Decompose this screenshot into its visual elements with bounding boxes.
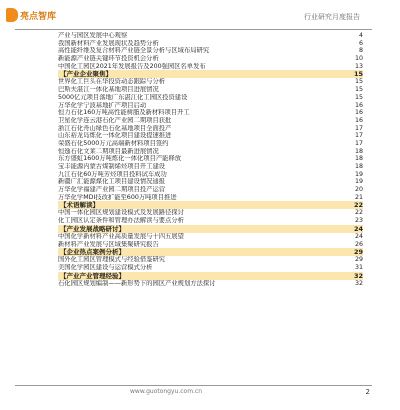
toc-entry-page: 15 <box>354 86 363 94</box>
toc-entry-page: 15 <box>353 70 363 79</box>
toc-entry-title: 产业与园区发展中心观察 <box>58 32 128 39</box>
toc-entry[interactable] <box>58 102 363 110</box>
toc-entry[interactable] <box>58 217 363 225</box>
toc-entry-page: 16 <box>354 101 363 109</box>
toc-entry-page: 29 <box>354 256 363 264</box>
toc-entry-title: 卫星化学连云港石化产业园二期项目获批 <box>58 116 172 124</box>
toc-entry-page: 13 <box>354 62 363 70</box>
toc-entry-page: 29 <box>353 248 363 257</box>
toc-entry-title: 万华化学福建产业园二期项目投产运营 <box>58 186 166 194</box>
toc-entry-page: 6 <box>358 39 363 47</box>
toc-entry-page: 15 <box>354 78 363 86</box>
toc-section-heading[interactable] <box>58 225 363 233</box>
toc-entry[interactable] <box>58 32 363 40</box>
logo-icon <box>6 8 18 22</box>
toc-section-heading[interactable] <box>58 272 363 280</box>
toc-entry-page: 26 <box>354 240 363 248</box>
toc-entry-title: 中国化工园区2021年发展报告及200强园区名单发布 <box>58 62 206 70</box>
header-title: 行业研究月度报告 <box>304 13 360 21</box>
toc-entry-title: 宝丰能源内蒙古煤制烯烃项目开工建设 <box>58 163 166 170</box>
toc-entry-title: 恒逸石化文莱二期项目最新进展情况 <box>58 147 159 155</box>
toc-entry[interactable] <box>58 194 363 202</box>
footer-url[interactable]: www.guotongyu.com.cn <box>130 388 203 395</box>
toc-entry-title: 东方盛虹1600万吨炼化一体化项目产能释放 <box>58 155 182 163</box>
toc-entry-title: 山东裕龙岛炼化一体化项目建设提速推进 <box>58 132 172 140</box>
toc-entry-title: 万华化学MDI技改扩能至600万吨项目推进 <box>58 193 177 201</box>
toc-entry[interactable] <box>58 148 363 156</box>
toc-entry-page: 23 <box>354 217 363 225</box>
toc-entry-page: 15 <box>354 93 363 101</box>
toc-entry-title: 我国新材料产业发展现状及趋势分析 <box>58 39 159 47</box>
toc-entry-title: 新材料产业发展与区域集聚研究报告 <box>58 240 159 248</box>
toc-entry-title: 美国化学园区建设与运营模式分析 <box>58 263 153 271</box>
toc-entry-title: 石化园区规划编制——新形势下的园区产业规划方法探讨 <box>58 279 216 287</box>
toc-entry-title: 【企业热点案例分析】 <box>60 248 125 257</box>
toc-entry-page: 31 <box>354 263 363 271</box>
toc-entry-page: 17 <box>354 132 363 140</box>
toc-entry-page: 18 <box>354 147 363 155</box>
toc-entry-page: 32 <box>353 271 363 280</box>
toc-entry[interactable] <box>58 155 363 163</box>
toc-entry-page: 32 <box>354 279 363 287</box>
toc-entry-title: 巴斯夫湛江一体化基地项目进展情况 <box>58 86 159 94</box>
toc-entry-page: 24 <box>354 232 363 240</box>
toc-section-heading[interactable] <box>58 201 363 209</box>
toc-entry[interactable] <box>58 233 363 241</box>
toc-section-heading[interactable] <box>58 70 363 78</box>
toc-entry[interactable] <box>58 280 363 288</box>
toc-entry-title: 中国化学新材料产业高质量发展与十四五展望 <box>58 232 184 240</box>
toc-entry-page: 17 <box>354 139 363 147</box>
page-header <box>0 0 400 30</box>
toc-entry-page: 19 <box>354 170 363 178</box>
toc-entry-page: 21 <box>354 193 363 201</box>
toc-entry[interactable] <box>58 241 363 249</box>
toc-entry-title: 新疆广汇能源煤化工项目建设情况通报 <box>58 178 166 186</box>
toc-entry[interactable] <box>58 186 363 194</box>
toc-entry[interactable] <box>58 256 363 264</box>
toc-entry-title: 九江石化60万吨芳烃项目投料试车成功 <box>58 170 167 178</box>
toc-entry[interactable] <box>58 140 363 148</box>
toc-entry[interactable] <box>58 63 363 71</box>
toc-entry[interactable] <box>58 171 363 179</box>
toc-entry[interactable] <box>58 178 363 186</box>
toc-section-heading[interactable] <box>58 248 363 256</box>
toc-entry-page: 10 <box>354 55 363 63</box>
toc-entry[interactable] <box>58 163 363 171</box>
toc-entry-title: 万华化学宁波基地扩产项目启动 <box>58 101 147 109</box>
toc-entry-title: 国外化工园区管理模式与经验借鉴研究 <box>58 256 166 264</box>
logo-text: 亮点智库 <box>20 11 57 22</box>
footer-divider <box>15 385 372 386</box>
toc-entry-title: 5000亿元项目落地广东湛江化工园区投资建设 <box>58 93 188 101</box>
toc-entry-page: 20 <box>354 186 363 194</box>
toc-entry[interactable] <box>58 47 363 55</box>
toc-entry-title: 世界化工巨头在华投资动态跟踪与分析 <box>58 78 166 86</box>
toc-entry-page: 18 <box>354 163 363 170</box>
toc-entry[interactable] <box>58 109 363 117</box>
toc-entry-title: 恒力石化160万吨高性能树脂及新材料项目开工 <box>58 109 190 117</box>
toc-entry-title: 【产业发展战略研讨】 <box>60 224 125 233</box>
toc-entry-title: 【产业产业管理经验】 <box>60 271 125 280</box>
toc-entry[interactable] <box>58 94 363 102</box>
brand-logo <box>6 7 56 23</box>
toc-entry[interactable] <box>58 209 363 217</box>
toc-entry[interactable] <box>58 40 363 48</box>
toc-entry-title: 浙江石化舟山绿色石化基地项目全面投产 <box>58 124 172 132</box>
toc-entry[interactable] <box>58 132 363 140</box>
toc-entry[interactable] <box>58 86 363 94</box>
toc-entry-title: 高性能纤维及复合材料产业链全景分析与区域布局研究 <box>58 47 210 55</box>
toc-entry[interactable] <box>58 117 363 125</box>
toc-entry-title: 新能源产业链关键环节投资机会分析 <box>58 55 159 63</box>
toc-entry-title: 中国一体化园区规划建设模式及发展路径探讨 <box>58 209 184 217</box>
header-divider <box>15 29 372 30</box>
toc-entry-page: 8 <box>358 47 363 55</box>
toc-entry-page: 17 <box>354 124 363 132</box>
toc-entry-page: 22 <box>354 209 363 217</box>
toc-entry-page: 24 <box>353 224 363 233</box>
toc-entry[interactable] <box>58 78 363 86</box>
toc-entry[interactable] <box>58 125 363 133</box>
toc-entry-page: 16 <box>354 109 363 117</box>
toc-entry-page: 16 <box>354 116 363 124</box>
toc-entry[interactable] <box>58 264 363 272</box>
toc-entry-page: 19 <box>354 178 363 186</box>
toc-entry-title: 化工园区认定条件和管理办法解读与要点分析 <box>58 217 184 225</box>
toc-entry[interactable] <box>58 55 363 63</box>
toc-entry-title: 【术语解读】 <box>60 201 99 210</box>
table-of-contents <box>58 32 363 287</box>
toc-entry-page: 18 <box>354 155 363 163</box>
toc-entry-page: 22 <box>353 201 363 210</box>
toc-entry-title: 【产业企业聚焦】 <box>60 70 112 79</box>
toc-entry-page: 4 <box>358 32 363 39</box>
toc-entry-title: 荣盛石化5000万元高端新材料项目签约 <box>58 139 169 147</box>
page-number: 2 <box>365 388 370 396</box>
